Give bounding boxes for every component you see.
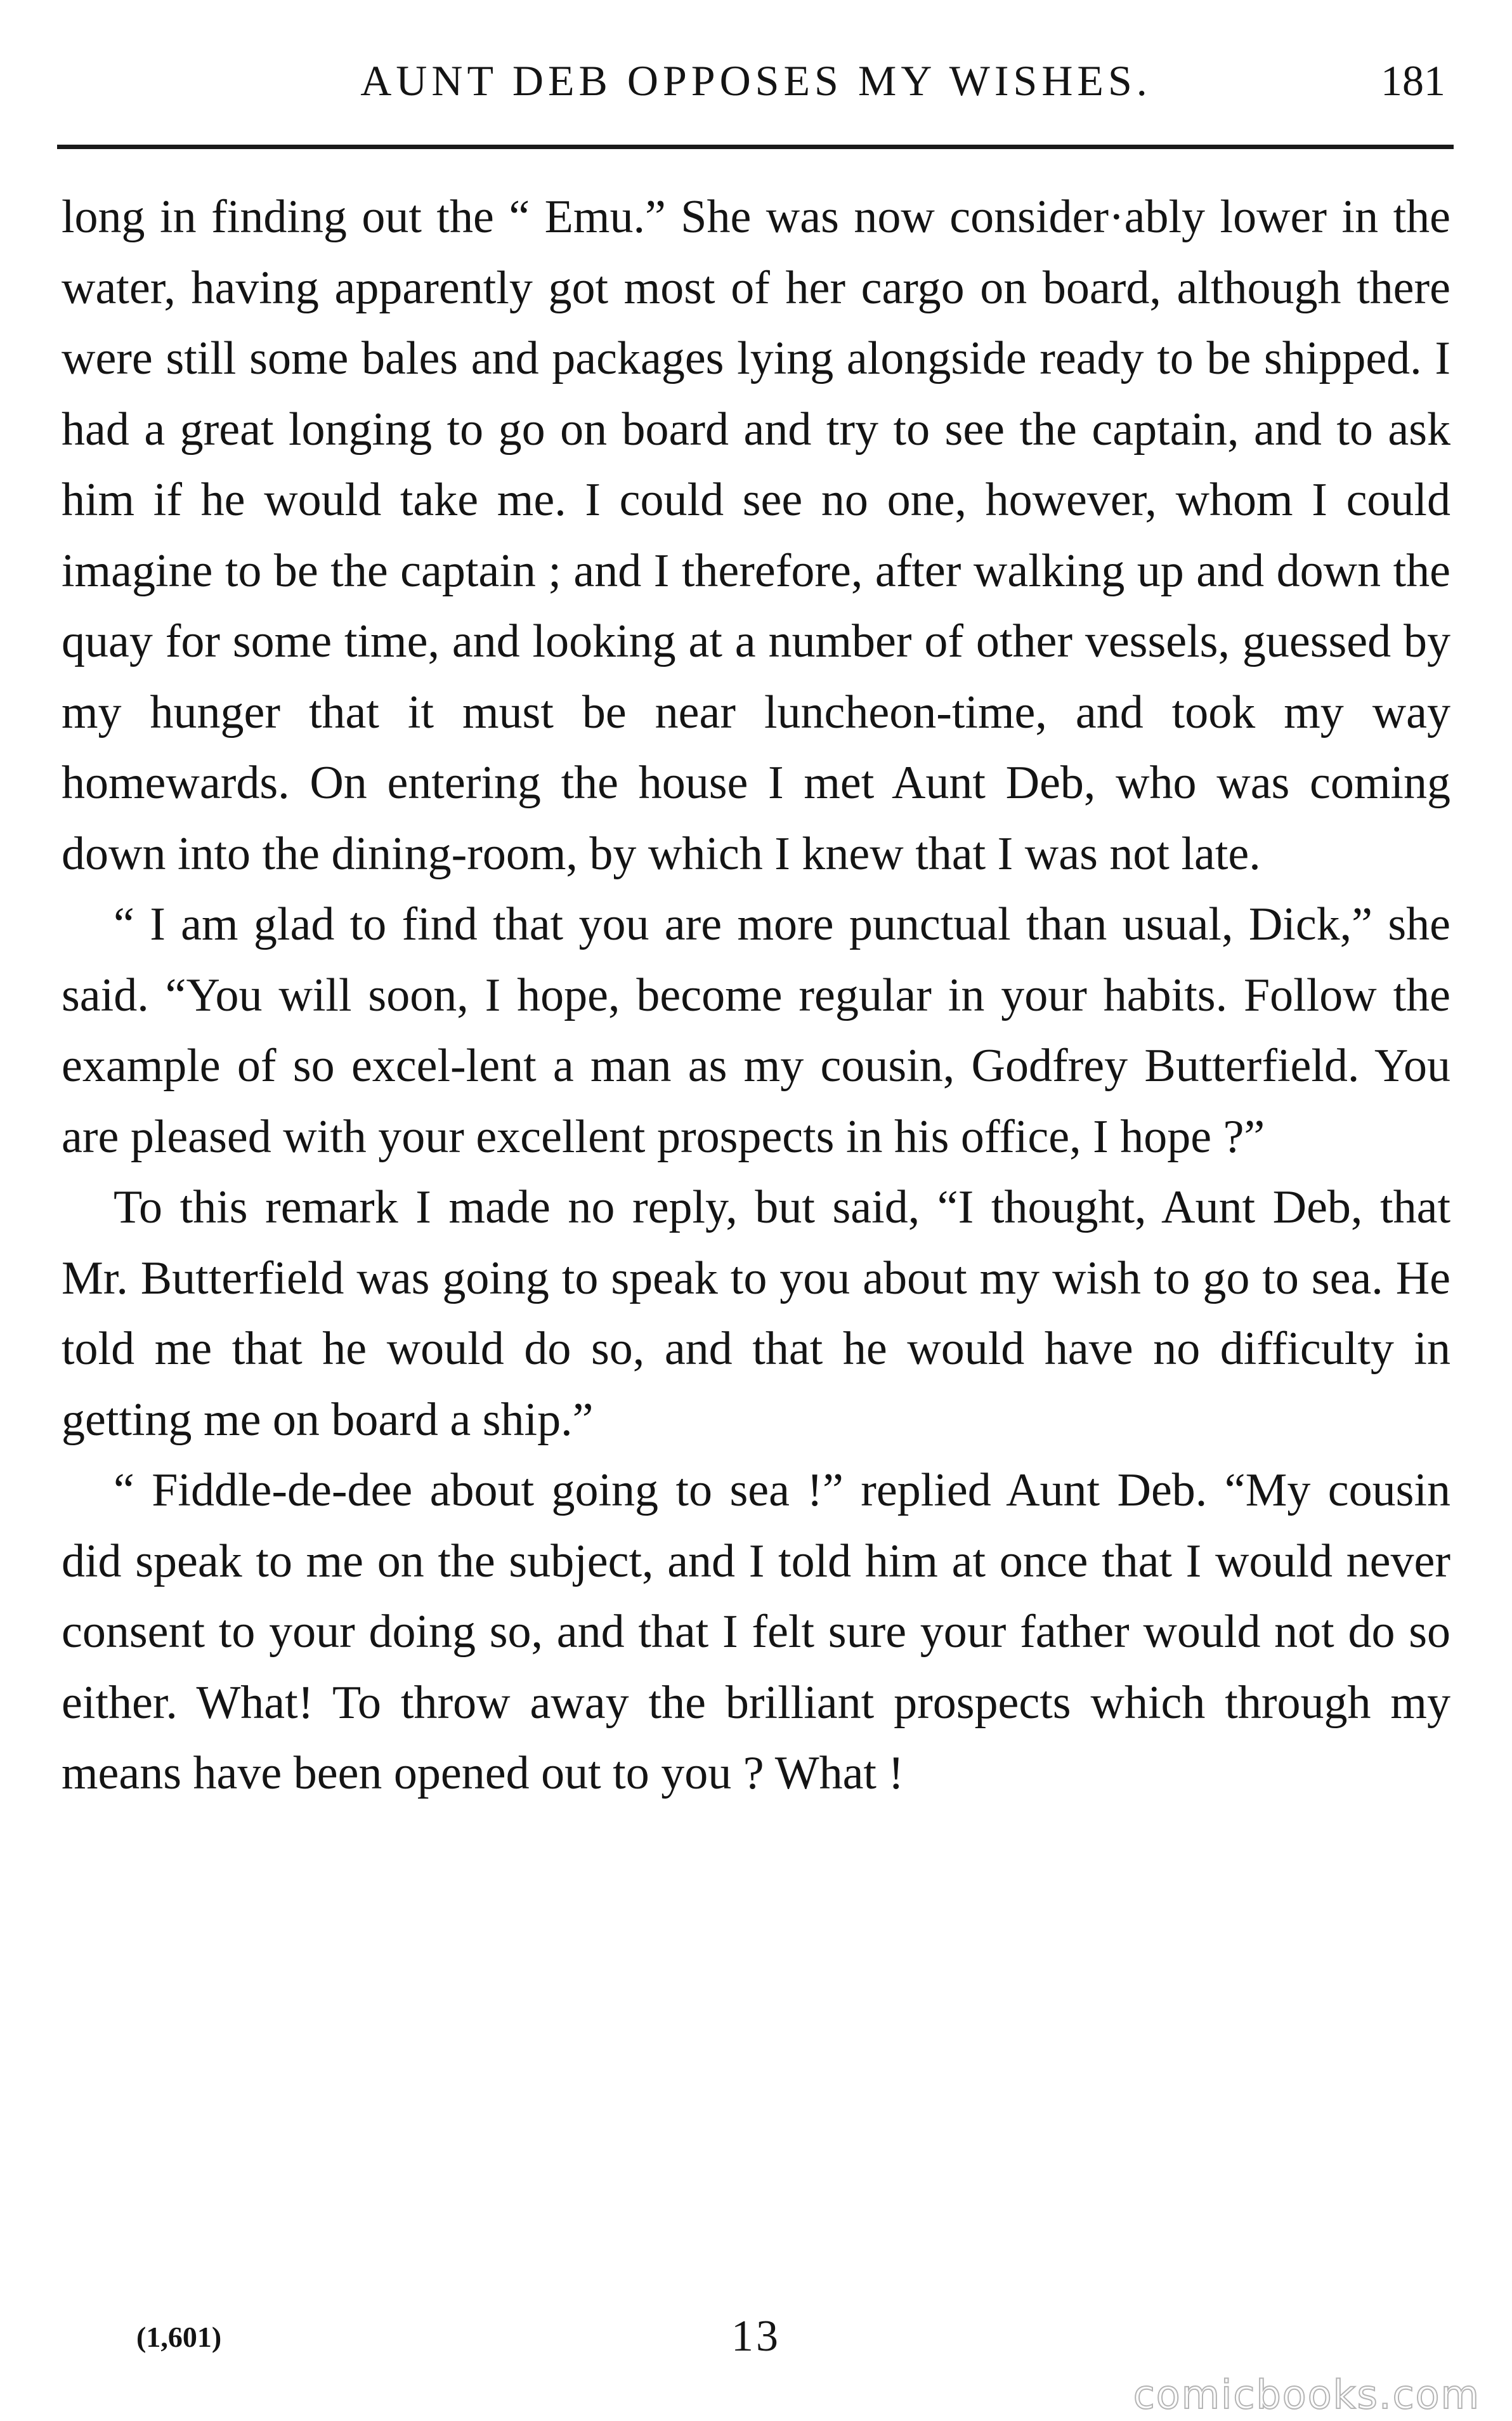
paragraph-aunt-deb-speech: “ I am glad to find that you are more punctual than usual, Dick,” she said. “You will soon, I hope, become regular in your habits. Follow the example of so excel-lent a man as my cousin, Godfrey Butterfield. You are pleased with your excellent prospects in his office, I hope ?”: [62, 898, 1450, 1163]
running-title: AUNT DEB OPPOSES MY WISHES.: [360, 56, 1152, 105]
page-number: 181: [1381, 56, 1445, 105]
page-footer: [62, 2308, 1450, 2372]
paragraph-dick-reply: To this remark I made no reply, but said, “I thought, Aunt Deb, that Mr. Butterfield was going to speak to you about my wish to go to sea. He told me that he would do so, and that he would have no difficulty in getting me on board a ship.”: [62, 1181, 1450, 1446]
body-text: [62, 182, 1450, 1809]
running-head: [62, 39, 1450, 115]
printer-mark: (1,601): [136, 2321, 222, 2353]
signature-number: 13: [731, 2312, 781, 2361]
watermark: comicbooks.com: [1133, 2372, 1480, 2418]
paragraph-aunt-deb-response: “ Fiddle-de-dee about going to sea !” replied Aunt Deb. “My cousin did speak to me on the subject, and I told him at once that I would never consent to your doing so, and that I felt sure your father would not do so either. What! To throw away the brilliant prospects which through my means have been opened out to you ? What !: [62, 1464, 1450, 1799]
paragraph-continuation: long in finding out the “ Emu.” She was now consider·ably lower in the water, having apparently got most of her cargo on board, although there were still some bales and packages lying alongside ready to be shipped. I had a great longing to go on board and try to see the captain, and to ask him if he would take me. I could see no one, however, whom I could imagine to be the captain ; and I therefore, after walking up and down the quay for some time, and looking at a number of other vessels, guessed by my hunger that it must be near luncheon-time, and took my way homewards. On entering the house I met Aunt Deb, who was coming down into the dining-room, by which I knew that I was not late.: [62, 191, 1450, 880]
header-rule: [57, 145, 1454, 149]
